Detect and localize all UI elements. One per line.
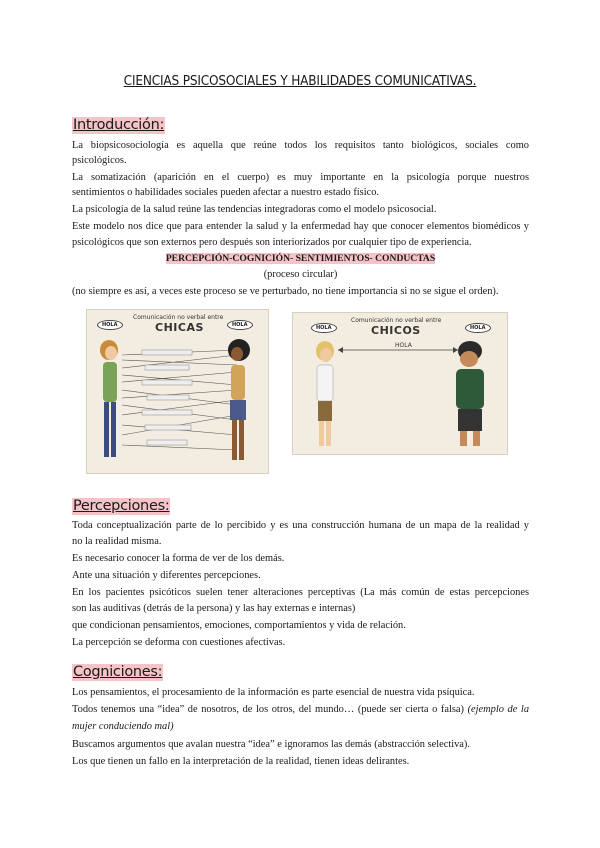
intro-circular: (proceso circular) [263,269,338,280]
intro-heading: Introducción: [73,117,165,133]
cogniciones-line-2 [72,703,529,716]
hola-bubble-boy-left: HOLA [311,323,337,333]
cogniciones-line-5: Los que tienen un fallo en la interpretación de la realidad, tienen ideas delirantes. [72,756,410,767]
comic-chicas-drawing [87,310,268,473]
percepciones-line-4: Ante una situación y diferentes percepciones. [72,570,261,581]
comic-chicas-image [86,309,269,474]
intro-note: (no siempre es así, a veces este proceso se ve perturbado, no tiene importancia si no se sigue el orden). [72,286,499,297]
percepciones-line-8: La percepción se deforma con cuestiones afectivas. [72,637,286,648]
percepciones-line-5: En los pacientes psicóticos suelen tener alteraciones perceptivas (La más común de estas percepciones [72,587,529,598]
comic-chicos-image [292,312,508,455]
percepciones-line-3: Es necesario conocer la forma de ver de los demás. [72,553,285,564]
page-title: CIENCIAS PSICOSOCIALES Y HABILIDADES COMUNICATIVAS. [123,74,477,89]
intro-line-7: psicológicos que son externos pero después son interiorizados por cualquier tipo de experiencia. [72,237,472,248]
comic-chicos-caption: Comunicación no verbal entre [351,317,442,324]
intro-line-4: sentimientos o habilidades sociales pueden afectar a nuestro estado físico. [72,187,380,198]
hola-bubble-boy-right: HOLA [465,323,491,333]
intro-line-3: La somatización (aparición en el cuerpo) es muy importante en la psicología porque nuestros [72,172,529,183]
cogniciones-line-3: mujer conduciendo mal) [72,721,174,732]
comic-chicos-drawing [293,313,507,454]
intro-highlight-line [72,252,529,265]
comic-chicas-title: CHICAS [155,321,204,334]
intro-line-5: La psicología de la salud reúne las tendencias integradoras como el modelo psicosocial. [72,204,437,215]
intro-line-1: La biopsicosociología es aquella que reúne todos los requisitos tanto biológicos, sociales como [72,140,529,151]
process-highlight: PERCEPCIÓN-COGNICIÓN- SENTIMIENTOS- CONDUCTAS [165,253,436,264]
intro-line-2: psicológicos. [72,155,127,166]
comic-chicos-mid-hola: HOLA [395,342,412,349]
percepciones-heading: Percepciones: [73,498,170,514]
hola-bubble-left: HOLA [97,320,123,330]
percepciones-line-7: que condicionan pensamientos, emociones, comportamientos y vida de relación. [72,620,406,631]
comic-chicas-caption: Comunicación no verbal entre [133,314,224,321]
percepciones-line-2: no la realidad misma. [72,536,162,547]
cogniciones-line-2-text: Todos tenemos una “idea” de nosotros, de los otros, del mundo… (puede ser cierta o falsa) [72,704,468,715]
cogniciones-heading: Cogniciones: [73,664,163,680]
percepciones-line-1: Toda conceptualización parte de lo percibido y es una construcción humana de un mapa de la realidad y [72,520,529,531]
cogniciones-line-1: Los pensamientos, el procesamiento de la información es parte esencial de nuestra vida psíquica. [72,687,475,698]
hola-bubble-right: HOLA [227,320,253,330]
comic-chicos-title: CHICOS [371,324,421,337]
cogniciones-line-4: Buscamos argumentos que avalan nuestra “idea” e ignoramos las demás (abstracción selectiva). [72,739,470,750]
cogniciones-example-start: (ejemplo de la [467,704,530,715]
percepciones-line-6: son las auditivas (detrás de la persona) y las hay externas e internas) [72,603,356,614]
intro-line-6: Este modelo nos dice que para entender la salud y la enfermedad hay que conocer elementos biomédicos y [72,221,529,232]
